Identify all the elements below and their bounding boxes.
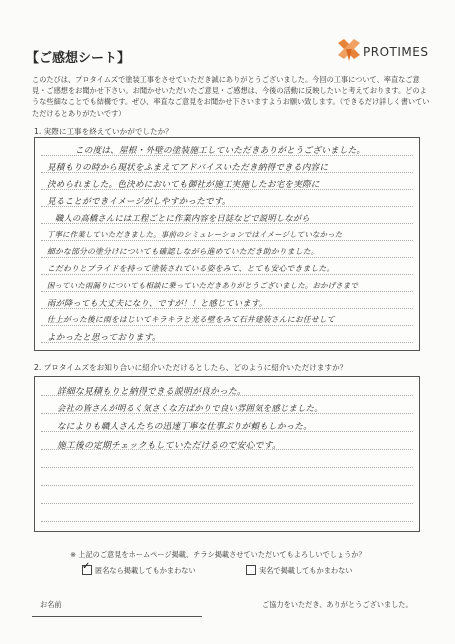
answer-line: 雨が降っても大丈夫になり、ですが！！と感じています。	[47, 298, 268, 308]
realname-option-label: 実名で掲載してもかまわない	[259, 566, 353, 575]
ruled-line	[41, 291, 413, 292]
answer-line: 仕上がった後に雨をはじいてキラキラと光る壁をみて石井建装さんにお任せして	[47, 315, 335, 324]
name-label: お名前	[40, 600, 62, 609]
answer-box-2[interactable]	[34, 376, 420, 532]
anonymous-option-label: 匿名なら掲載してもかまわない	[95, 566, 196, 575]
ruled-line	[41, 274, 413, 275]
answer-line: 会社の皆さんが明るく気さくな方ばかりで良い雰囲気を感じました。	[57, 403, 323, 413]
name-input-line[interactable]	[32, 616, 202, 617]
check-mark-icon: ✓	[82, 561, 91, 572]
realname-checkbox[interactable]	[246, 565, 256, 575]
answer-line: こだわりとプライドを持って塗装されている姿をみて、とても安心できました。	[47, 264, 335, 273]
answer-line: 詳細な見積もりと納得できる説明が良かった。	[57, 387, 246, 397]
answer-line: 細かな部分の塗分けについても確認しながら進めていただき助かりました。	[47, 247, 319, 256]
answer-line: 施工後の定期チェックもしていただけるので安心です。	[57, 441, 281, 451]
ruled-line	[41, 467, 413, 468]
intro-text: このたびは、プロタイムズで塗装工事をさせていただき誠にありがとうございました。今回の工事について、率直なご意見・ご感想をお聞かせ下さい。お聞かせいただいたご意見・ご感想は、今後の活動に反映したいと考えております。どのような些細なことでも結構です。ぜひ、率直なご意見をお聞かせ下さいますようお願い致します。（できるだけ詳しく書いていただけるとありがたいです）	[32, 75, 430, 118]
answer-line: よかったと思っております。	[47, 333, 161, 343]
ruled-line	[41, 521, 413, 522]
answer-line: この度は、屋根・外壁の塗装施工していただきありがとうございました。	[75, 146, 366, 156]
question-2-label: 2. プロタイムズをお知り合いに紹介いただけるとしたら、どのように紹介いただけますか？	[34, 363, 348, 372]
ruled-line	[41, 240, 413, 241]
ruled-line	[41, 257, 413, 258]
consent-question: ※ 上記のご意見をホームページ掲載、チラシ掲載させていただいてもよろしいでしょうか？	[70, 550, 366, 559]
answer-line: 見ることができイメージがしやすかったです。	[47, 197, 231, 207]
page-title: 【ご感想シート】	[26, 51, 131, 66]
answer-line: 決められました。色決めにおいても御社が施工実施したお宅を実際に	[47, 180, 320, 190]
ruled-line	[41, 503, 413, 504]
answer-line: 職人の高橋さんには工程ごとに作業内容を日誌などで説明しながら	[55, 213, 310, 223]
ruled-line	[41, 485, 413, 486]
answer-line: 丁寧に作業していただきました。事前のシミュレーションではイメージしていなかった	[47, 230, 343, 239]
question-1-label: 1. 実際に工事を終えていかがでしたか？	[34, 127, 173, 136]
ruled-line	[41, 325, 413, 326]
answer-line: なによりも職人さんたちの迅速丁寧な仕事ぶりが頼もしかった。	[57, 422, 313, 432]
answer-box-1[interactable]	[34, 137, 420, 351]
logo-text: PROTIMES	[363, 45, 429, 59]
answer-line: 見積もりの時から現状をふまえてアドバイスいただき納得できる内容に	[47, 163, 329, 173]
answer-line: 困っていた雨漏りについても相談に乗っていただきありがとうございました。おかげさまで	[47, 281, 359, 290]
thanks-text: ご協力をいただき、ありがとうございました。	[262, 600, 413, 609]
